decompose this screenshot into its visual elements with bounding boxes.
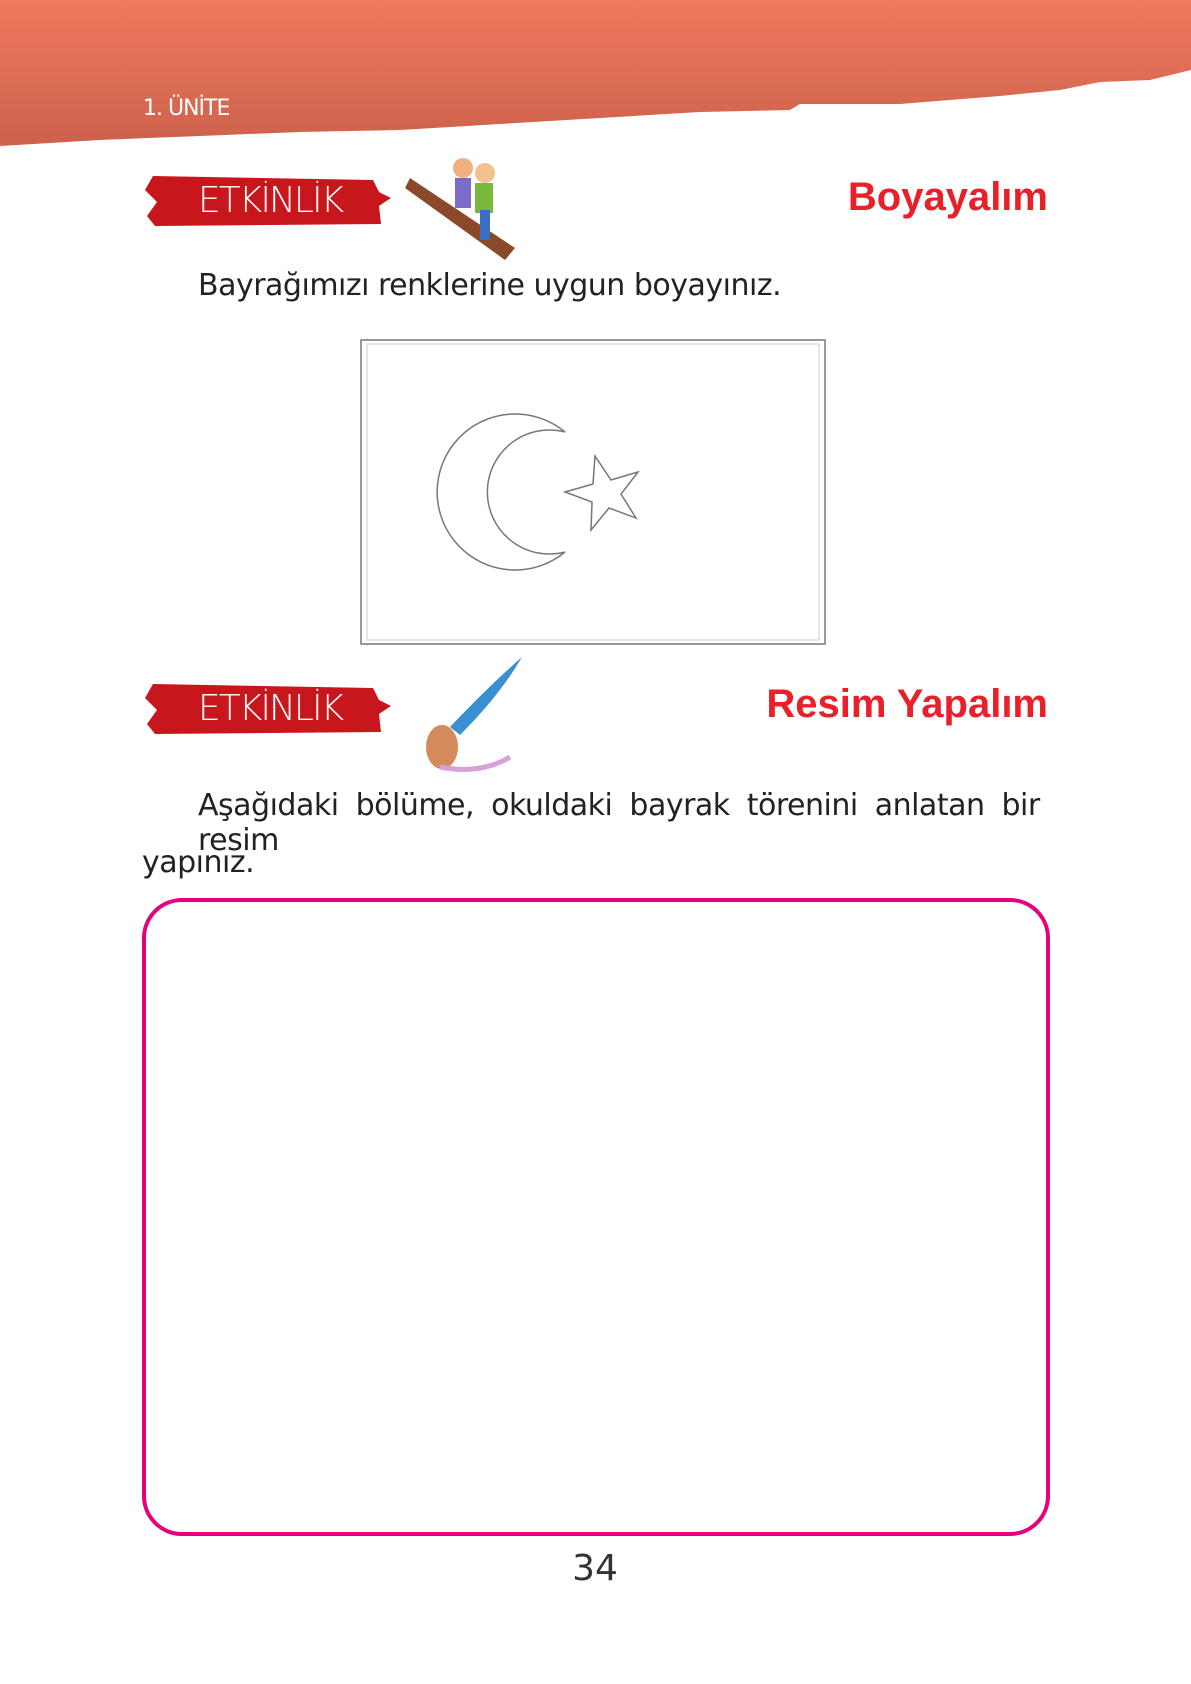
activity-title: Boyayalım [847, 175, 1048, 219]
page-number: 34 [572, 1548, 618, 1589]
flag-outline-coloring[interactable] [355, 332, 833, 652]
activity-badge [143, 680, 393, 738]
instruction-text: Aşağıdaki bölüme, okuldaki bayrak törenini anlatan bir resim [198, 788, 1040, 858]
instruction-text: Bayrağımızı renklerine uygun boyayınız. [198, 268, 782, 303]
activity-title: Resim Yapalım [766, 682, 1048, 726]
drawing-area[interactable] [142, 898, 1050, 1536]
paintbrush-icon [410, 655, 535, 775]
activity-badge [143, 172, 393, 230]
badge-label: ETKİNLİK [198, 688, 343, 729]
children-on-brush-illustration [405, 148, 535, 263]
header-band [0, 0, 1191, 150]
badge-label: ETKİNLİK [198, 180, 343, 221]
unit-label: 1. ÜNİTE [143, 96, 230, 121]
instruction-text-continued: yapınız. [142, 845, 255, 880]
